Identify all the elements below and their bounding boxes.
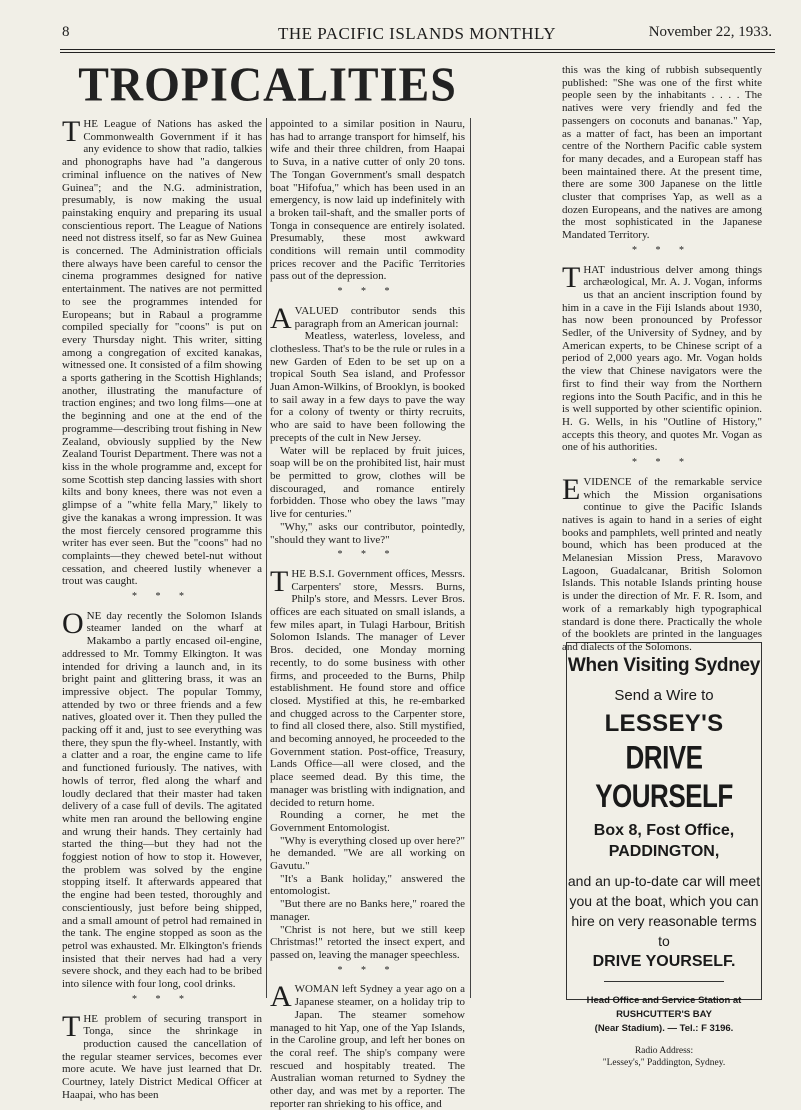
page-number: 8 (62, 24, 70, 40)
paragraph-text: HE problem of securing transport in Tonga, since the shrinkage in production caused the cancellation of the regular steamer services, becomes ever more acute. We have just learned that Dr. Courtney, lately District Medical Officer at Haapai, who has been (62, 1012, 262, 1101)
paragraph-text: HE League of Nations has asked the Commonwealth Government if it has any evidence to show that radio, talkies and phonographs have had "a dangerous criminal influence on the natives of New Guinea"; and the N.G. administration, presumably, is now making the usual painstaking enquiry and preparing its usual conscientious report. The League of Nations need not distress itself, so far as New Guinea is concerned. The Administration officials there always have been careful to censor the cinema programmes designed for native entertainment. The natives are not permitted to see the programmes intended for Europeans; but in Rabaul a programme compiled specially for "coons" is put on every Thursday night. This writer, sitting among a congregation of excited kanakas, witnessed one. It consisted of a film showing a sports gathering in the Scottish Highlands; another, illustrating the manufacture of traction engines; and two long films—one at the beginning and one at the end of the programme—describing trout fishing in New Zealand, obviously supplied by the New Zealand Tourist Department. There was not a kiss in the whole programme and, except for some Scottish step dancing lassies with short kilts and bony knees, there was not even a glimpse of a "white fella Mary," likely to give the kanakas a wrong impression. It was the most fiercely censored programme this writer has ever seen. But the "coons" had no complaints—they chewed betel-nut without cessation, and cheered lustily whenever a trout was caught. (62, 118, 262, 588)
section-separator: * * * (337, 964, 398, 976)
page-header (62, 24, 772, 48)
section-separator: * * * (132, 993, 192, 1005)
ad-head-office-line: Head Office and Service Station at (586, 995, 742, 1006)
ad-slogan: DRIVE YOURSELF (595, 738, 733, 815)
ad-divider (604, 981, 724, 982)
paragraph: "It's a Bank holiday," answered the entomologist. (270, 872, 465, 898)
paragraph-text: VIDENCE of the remarkable service which the Mission organisations continue to give the Pacific Islands natives is again to hand in a series of eight books and pamphlets, well printed and neatly bound, which has been produced at the Melanesian Mission Press, Maravovo Lagoon, Guadalcanar, British Solomon Islands. This notable Islands printing house is under the direction of Mr. F. R. Isom, and work of a remarkably high typographical standard is done there. Practically the whole of the booklets are printed in the languages and dialects of the Solomons. (562, 475, 762, 653)
paragraph: "Christ is not here, but we still keep Christmas!" retorted the insect expert, and passed on, leaving the manager speechless. (270, 923, 465, 961)
section-separator: * * * (632, 244, 692, 256)
paragraph (270, 301, 465, 335)
paragraph (562, 472, 762, 654)
paragraph-text: HAT industrious delver among things archæological, Mr. A. J. Vogan, informs us that an ancient inscription found by him in a cave in the Fiji Islands about 1930, has now been pronounced by Professor Sedler, of the University of Sydney, and by American experts, to be Chinese script of a period of 2,000 years ago. Mr. Vogan holds the view that Chinese navigators were the first to find their way from the Northern regions into the South Pacific, and in this he is well supported by other scientific opinion. H. G. Wells, in his "Outline of History," accepts this theory, and quotes Mr. Vogan as one of his authorities. (562, 263, 762, 454)
column-divider (470, 118, 471, 998)
paragraph: "Why," asks our contributor, pointedly, "should they want to live?" (270, 520, 465, 546)
paragraph: appointed to a similar position in Nauru, has had to arrange transport for himself, his wife and their three children, from Haapai to Suva, in a native cutter of only 20 tons. The Tongan Government's small despatch boat "Hifofua," which has been used in an emergency, is now laid up indefinitely with a broken tail-shaft, and the smaller ports of Tonga in consequence are entirely isolated. Presumably, these most awkward conditions will remain until commodity prices recover and the Pacific Territories pass out of the depression. (270, 118, 465, 283)
paragraph-text: VALUED contributor sends this paragraph from an American journal: (294, 304, 465, 330)
ad-head-office-phone: (Near Stadium). — Tel.: F 3196. (594, 1023, 734, 1034)
paragraph-text: NE day recently the Solomon Islands steamer landed on the wharf at Makambo a partly encased oil-engine, addressed to Mr. Tommy Elkington. It was intended for driving a launch and, in its bright paint and glittering brass, it was an impressive object. The popular Tommy, attended by two or three friends and a few natives, gloated over it. Then they pulled the packing off it and, just to see everything was there, they spun the fly-wheel. Instantly, with a clatter and a roar, the engine came to life and functioned furiously. The natives, with howls of terror, fled along the wharf and loudly declared that their master had taken delivery of a case full of devils. The agitated white men ran around the bellowing engine and wrung their hands. They certainly had started the thing—but they had not the foggiest notion of how to stop it. However, the problem was solved by the engine stopping itself. It afterwards appeared that the engine had been tested, thoroughly and conscientiously, just before being shipped, and a small amount of petrol had remained in the tank. The engine stopped as soon as the petrol was exhausted. Mr. Elkington's friends insisted that their nerves had had a very severe shock, and they each had to be bribed into silence with four long, cool drinks. (62, 609, 262, 991)
paragraph-text: HE B.S.I. Government offices, Messrs. Carpenters' store, Messrs. Burns, Philp's store, and Messrs. Lever Bros. offices are each situated on small islands, a few miles apart, in Tulagi Harbour, British Solomon Islands. The manager of Lever Bros. decided, one Monday morning recently, to do some business with other firms, and proceeded to the Burns, Philp establishment. He found store and office closed. Mystified at this, he re-embarked and chugged across to the Carpenter store, to find all closed there, also. Still mystified, and becoming annoyed, he proceeded to the Government station. Post-office, Treasury, Lands Office—all were closed, and the place seemed dead. By this time, the manager was bristling with indignation, and decided to return home. (270, 567, 465, 809)
ad-closing: DRIVE YOURSELF. (592, 953, 736, 970)
section-separator: * * * (337, 286, 398, 298)
drop-cap: E (562, 472, 581, 506)
drop-cap: T (62, 1009, 81, 1043)
paragraph (62, 1009, 262, 1102)
section-separator: * * * (337, 549, 398, 561)
section-masthead: TROPICALITIES (78, 57, 457, 112)
ad-radio-address: "Lessey's," Paddington, Sydney. (602, 1058, 726, 1068)
ad-head-office-location: RUSHCUTTER'S BAY (616, 1009, 712, 1020)
drop-cap: T (270, 564, 289, 598)
paragraph: Rounding a corner, he met the Government Entomologist. (270, 809, 465, 834)
article-column-1 (62, 115, 262, 1101)
drop-cap: T (62, 115, 81, 148)
paragraph (62, 606, 262, 991)
paragraph (62, 115, 262, 588)
lesseys-advertisement (566, 642, 762, 1068)
article-column-3 (562, 64, 762, 654)
ad-head-office (567, 994, 761, 1036)
paragraph (270, 980, 465, 1110)
paragraph: "Why is everything closed up over here?" he demanded. "We are all working on Gavutu." (270, 834, 465, 873)
paragraph: "But there are no Banks here," roared the manager. (270, 898, 465, 923)
ad-headline: When Visiting Sydney (567, 655, 761, 676)
drop-cap: A (270, 980, 292, 1014)
header-rule (60, 49, 775, 50)
ad-subline: Send a Wire to (614, 687, 714, 704)
ad-address-line: Box 8, Fost Office, (593, 822, 735, 839)
header-rule-secondary (60, 52, 775, 53)
ad-brand: LESSEY'S (604, 710, 724, 737)
drop-cap: O (62, 606, 84, 640)
section-separator: * * * (132, 591, 192, 603)
column-divider (266, 118, 267, 998)
quoted-paragraph: Meatless, waterless, loveless, and clothesless. That's to be the rule or rules in a new Garden of Eden to be set up on a tropical South Sea island, and Professor Juan Amon-Wilkins, of Brooklyn, is booked to sail away in a few days to pave the way for a colony of twenty or thirty recruits, who are said to have been following the precepts of the cult in New Jersey. (270, 330, 465, 444)
ad-suburb: PADDINGTON, (608, 843, 720, 860)
drop-cap: A (270, 301, 292, 335)
section-separator: * * * (632, 457, 692, 469)
article-column-2 (270, 118, 465, 1110)
ad-radio-label: Radio Address: (634, 1046, 694, 1056)
paragraph: this was the king of rubbish subsequently published: "She was one of the first white people seen by the inhabitants . . . . The natives were very friendly and fed the passengers on coconuts and bananas." Yap, as a matter of fact, has been an important centre of the Northern Pacific cable system for many decades, and a European staff has been maintained there. At the present time, there are some 300 Japanese on the little cluster that comprises Yap, as well as a dozen Europeans, and the natives are among the most sophisticated in the Japanese Mandated Territory. (562, 64, 762, 242)
paragraph (270, 564, 465, 809)
quoted-paragraph: Water will be replaced by fruit juices, soap will be on the prohibited list, hair must be permitted to grow, clothes will be discouraged, and romance entirely forbidden. Those who obey the laws "may live for centuries." (270, 444, 465, 521)
paragraph (562, 260, 762, 455)
publication-title: THE PACIFIC ISLANDS MONTHLY (278, 24, 556, 43)
drop-cap: T (562, 260, 581, 294)
paragraph-text: WOMAN left Sydney a year ago on a Japanese steamer, on a holiday trip to Japan. The steamer somehow managed to hit Yap, one of the Yap Islands, in the Caroline group, and left her bones on the coral reef. The ship's company were rescued and hospitably treated. The Australian woman returned to Sydney the other day, and was met by a reporter. The reporter ran shrieking to his office, and (270, 983, 465, 1110)
issue-date: November 22, 1933. (648, 24, 772, 40)
ad-body: and an up-to-date car will meet you at the boat, which you can hire on very reasonable terms to (567, 873, 761, 949)
